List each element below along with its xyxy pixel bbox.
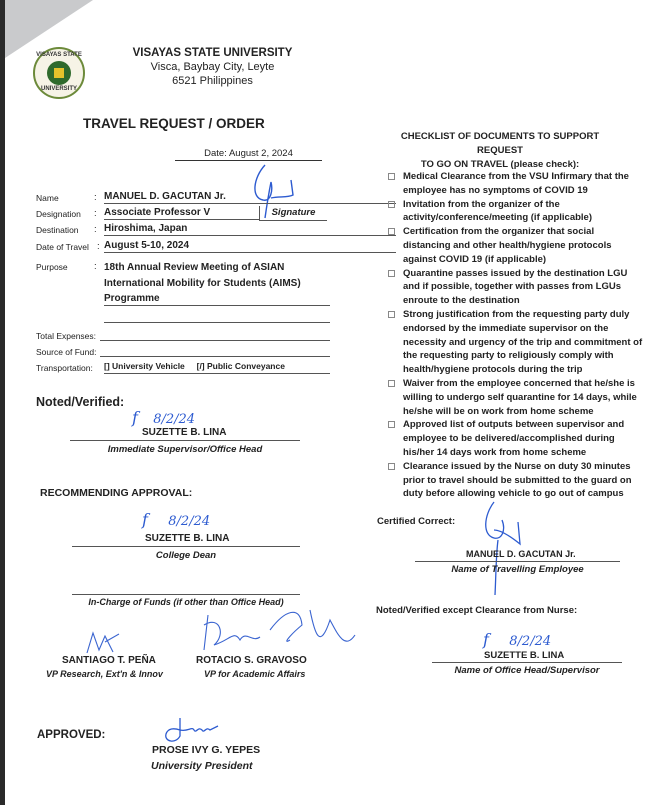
purpose-label: Purpose [36, 262, 68, 272]
colon: : [97, 241, 100, 252]
date-label: Date: [204, 148, 227, 159]
colon: : [94, 192, 97, 203]
date-of-travel-label: Date of Travel [36, 242, 89, 252]
checklist-item-text: Clearance issued by the Nurse on duty 30 minutes prior to travel should be submitted to the guard on duty before allowing vehicle to go out of campus [403, 460, 632, 500]
signature-date: 8/2/24 [153, 412, 196, 427]
office-head-name: SUZETTE B. LINA [484, 650, 565, 661]
supervisor-name: SUZETTE B. LINA [142, 427, 227, 438]
office-head-signature: f 8/2/24 [483, 630, 552, 649]
university-logo [33, 47, 85, 99]
option-university-vehicle: [] University Vehicle [104, 361, 185, 371]
checkbox[interactable] [388, 380, 395, 387]
checklist-item-text: Approved list of outputs between supervisor and employee to be delivered/accomplished during his/her 14 days work from home scheme [403, 419, 625, 458]
checklist-item-text: Quarantine passes issued by the destination LGU and if possible, together with passes from LGUs enroute to the destination [403, 267, 628, 307]
logo-emblem [52, 66, 66, 80]
signature-line [70, 440, 300, 441]
checkbox[interactable] [388, 463, 395, 470]
checklist-item-text: Invitation from the organizer of the activity/conference/meeting (if applicable) [403, 198, 592, 224]
logo-text-top: VISAYAS STATE [36, 52, 82, 58]
date-value: August 2, 2024 [228, 148, 293, 159]
address-line-1: Visca, Baybay City, Leyte [150, 61, 275, 73]
dean-name: SUZETTE B. LINA [145, 533, 230, 544]
approved-heading: APPROVED: [37, 729, 106, 741]
certified-heading: Certified Correct: [377, 516, 456, 527]
checklist-item [388, 170, 658, 198]
checklist-heading-line1: CHECKLIST OF DOCUMENTS TO SUPPORT REQUEST [400, 131, 600, 156]
total-expenses-label: Total Expenses: [36, 331, 97, 341]
dean-role: College Dean [155, 550, 217, 561]
purpose-underline [104, 305, 330, 306]
checklist-item [388, 308, 648, 377]
checkbox[interactable] [388, 421, 395, 428]
noted-verified-heading: Noted/Verified: [36, 395, 125, 409]
checklist-item-text: Certification from the organizer that social distancing and other health/hygiene protocols against COVID 19 (if applicable) [403, 226, 612, 265]
colon: : [94, 208, 97, 219]
checklist-item [388, 198, 638, 226]
checklist-item [388, 225, 638, 266]
logo-text-bottom: UNIVERSITY [40, 86, 77, 92]
purpose-value: 18th Annual Review Meeting of ASIAN International Mobility for Students (AIMS) Programme [104, 262, 301, 304]
checklist-heading [380, 130, 620, 172]
signature-line [72, 546, 300, 547]
name-value: MANUEL D. GACUTAN Jr. [104, 191, 396, 204]
designation-value: Associate Professor V [104, 207, 259, 220]
checklist-item [388, 460, 653, 501]
signature-line [432, 662, 622, 663]
vp-research-name: SANTIAGO T. PEÑA [62, 655, 156, 666]
checklist-item-text: Waiver from the employee concerned that he/she is willing to undergo self quarantine for 14 days, while he/she will be on work from home scheme [403, 377, 637, 417]
destination-label: Destination [36, 225, 79, 235]
office-head-role: Name of Office Head/Supervisor [454, 665, 600, 676]
checkbox[interactable] [388, 270, 395, 277]
noted-except-nurse-heading: Noted/Verified except Clearance from Nurse: [376, 605, 578, 616]
checklist-item [388, 377, 658, 418]
destination-value: Hiroshima, Japan [104, 223, 396, 236]
checkbox[interactable] [388, 311, 395, 318]
name-label: Name [36, 193, 59, 203]
blank-line [104, 322, 330, 323]
source-of-fund-field [100, 356, 330, 357]
signature-date: 8/2/24 [509, 634, 552, 649]
vp-academic-role: VP for Academic Affairs [204, 669, 306, 679]
address-line-2: 6521 Philippines [172, 75, 253, 87]
source-of-fund-label: Source of Fund: [36, 347, 97, 357]
university-name: VISAYAS STATE UNIVERSITY [132, 47, 293, 59]
signature-date: 8/2/24 [168, 514, 211, 529]
recommending-heading: RECOMMENDING APPROVAL: [40, 487, 193, 499]
vp-academic-signature [190, 595, 360, 655]
signature-line [415, 561, 620, 562]
transportation-options [104, 361, 330, 374]
university-header [120, 46, 305, 88]
vp-academic-name: ROTACIO S. GRAVOSO [196, 655, 307, 666]
transportation-label: Transportation: [36, 363, 93, 373]
designation-label: Designation [36, 209, 81, 219]
checklist-item [388, 418, 643, 459]
vp-research-role: VP Research, Ext'n & Innov [46, 669, 163, 679]
option-public-conveyance: [/] Public Conveyance [196, 361, 285, 371]
employee-role: Name of Travelling Employee [451, 564, 584, 575]
supervisor-role: Immediate Supervisor/Office Head [107, 444, 263, 455]
employee-name: MANUEL D. GACUTAN Jr. [466, 549, 576, 559]
form-title: TRAVEL REQUEST / ORDER [83, 116, 265, 131]
president-role: University President [151, 760, 253, 772]
scan-edge [0, 0, 5, 805]
checklist-item [388, 267, 638, 308]
checklist-item-text: Medical Clearance from the VSU Infirmary that the employee has no symptoms of COVID 19 [403, 171, 629, 196]
colon: : [94, 224, 97, 235]
checklist-heading-line2: TO GO ON TRAVEL (please check): [420, 159, 580, 170]
checklist-item-text: Strong justification from the requesting party duly endorsed by the immediate supervisor on the necessity and urgency of the trip and commitment of the requesting party to religiously comply with health/hygiene protocols during the trip [403, 308, 643, 376]
vp-research-signature [85, 628, 125, 658]
date-of-travel-value: August 5-10, 2024 [104, 240, 396, 253]
checklist [388, 170, 668, 501]
supervisor-signature: f 8/2/24 [132, 408, 196, 427]
funds-role: In-Charge of Funds (if other than Office Head) [88, 597, 284, 607]
checkbox[interactable] [388, 228, 395, 235]
total-expenses-field [100, 340, 330, 341]
president-name: PROSE IVY G. YEPES [152, 744, 261, 756]
dean-signature: f 8/2/24 [142, 510, 211, 529]
checkbox[interactable] [388, 201, 395, 208]
checkbox[interactable] [388, 173, 395, 180]
colon: : [94, 261, 97, 272]
signature-label: Signature [259, 206, 327, 221]
